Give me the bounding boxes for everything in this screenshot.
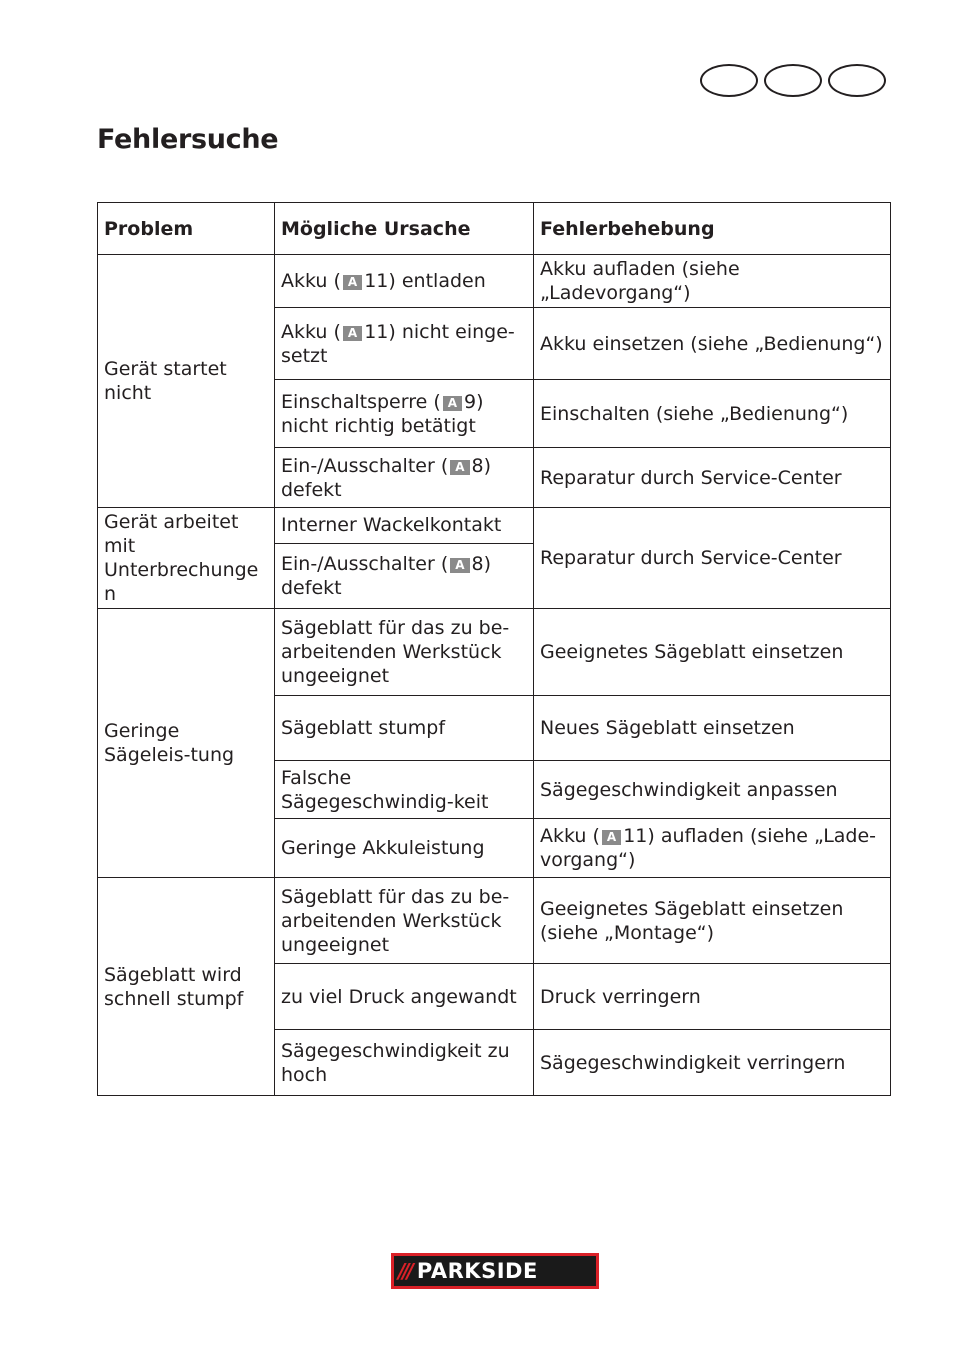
table-row (98, 878, 891, 964)
reference-a-icon: A (450, 558, 469, 573)
cause-cell: Sägeblatt stumpf (275, 696, 534, 761)
cause-cell: Interner Wackelkontakt (275, 508, 534, 544)
header-cause: Mögliche Ursache (275, 203, 534, 255)
table-header-row (98, 203, 891, 255)
table-row (98, 255, 891, 308)
cause-cell: zu viel Druck angewandt (275, 964, 534, 1030)
reference-a-icon: A (343, 326, 362, 341)
fix-cell: Geeignetes Sägeblatt einsetzen (siehe „Montage“) (534, 878, 891, 964)
language-oval (828, 64, 886, 97)
cause-cell: Falsche Sägegeschwindig-keit (275, 761, 534, 819)
cause-cell: Akku ( A 11) entladen (275, 255, 534, 308)
fix-cell: Reparatur durch Service-Center (534, 448, 891, 508)
cause-cell: Einschaltsperre ( A 9) nicht richtig betätigt (275, 380, 534, 448)
header-fix: Fehlerbehebung (534, 203, 891, 255)
cause-cell: Ein-/Ausschalter ( A 8) defekt (275, 448, 534, 508)
problem-cell: Sägeblatt wird schnell stumpf (98, 878, 275, 1096)
parkside-logo (391, 1253, 599, 1289)
cause-cell: Ein-/Ausschalter ( A 8) defekt (275, 543, 534, 608)
reference-a-icon: A (343, 275, 362, 290)
language-oval (764, 64, 822, 97)
logo-brand-name: PARKSIDE (416, 1259, 538, 1283)
reference-a-icon: A (450, 460, 469, 475)
fix-cell: Geeignetes Sägeblatt einsetzen (534, 609, 891, 696)
cause-cell: Sägegeschwindigkeit zu hoch (275, 1030, 534, 1096)
fix-cell: Akku einsetzen (siehe „Bedienung“) (534, 308, 891, 380)
language-oval (700, 64, 758, 97)
cause-cell: Sägeblatt für das zu be-arbeitenden Werkstück ungeeignet (275, 878, 534, 964)
page-title: Fehlersuche (97, 124, 279, 155)
logo-slashes: /// (398, 1259, 411, 1283)
problem-cell: Geringe Sägeleis-tung (98, 609, 275, 878)
fix-cell: Akku ( A 11) aufladen (siehe „Lade-vorgang“) (534, 819, 891, 878)
cause-cell: Sägeblatt für das zu be-arbeitenden Werkstück ungeeignet (275, 609, 534, 696)
reference-a-icon: A (443, 396, 462, 411)
problem-cell: Gerät arbeitet mit Unterbrechungen (98, 508, 275, 609)
fix-cell: Neues Sägeblatt einsetzen (534, 696, 891, 761)
fix-cell: Akku aufladen (siehe „Ladevorgang“) (534, 255, 891, 308)
problem-cell: Gerät startet nicht (98, 255, 275, 508)
fix-cell: Druck verringern (534, 964, 891, 1030)
fix-cell: Sägegeschwindigkeit verringern (534, 1030, 891, 1096)
header-problem: Problem (98, 203, 275, 255)
cause-cell: Geringe Akkuleistung (275, 819, 534, 878)
logo-inner (394, 1256, 596, 1286)
fix-cell: Sägegeschwindigkeit anpassen (534, 761, 891, 819)
troubleshooting-table (97, 202, 891, 1096)
cause-cell: Akku ( A 11) nicht einge-setzt (275, 308, 534, 380)
reference-a-icon: A (602, 830, 621, 845)
fix-cell: Reparatur durch Service-Center (534, 508, 891, 609)
table-row (98, 609, 891, 696)
fix-cell: Einschalten (siehe „Bedienung“) (534, 380, 891, 448)
table-row (98, 508, 891, 544)
